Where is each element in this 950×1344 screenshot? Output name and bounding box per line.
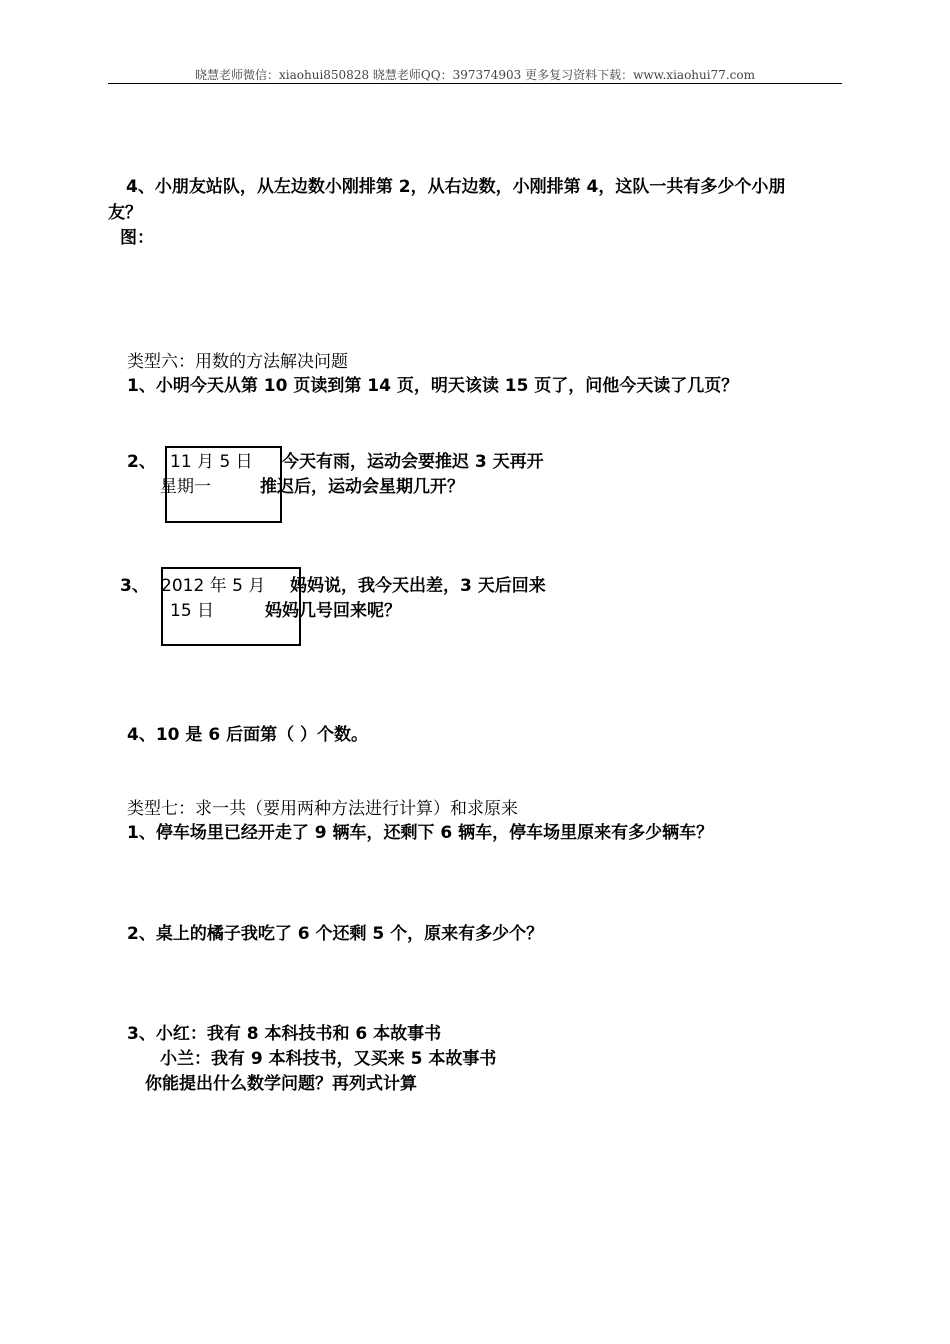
type6-heading: 类型六：用数的方法解决问题	[127, 352, 348, 372]
calendar-date: 11 月 5 日	[170, 452, 253, 472]
type6-q1: 1、小明今天从第 10 页读到第 14 页，明天该读 15 页了，问他今天读了几页？	[127, 376, 739, 396]
type7-q1: 1、停车场里已经开走了 9 辆车，还剩下 6 辆车，停车场里原来有多少辆车？	[127, 823, 714, 843]
calendar-day: 15 日	[170, 601, 215, 621]
queue-question-line2: 友？	[108, 203, 142, 223]
figure-label: 图：	[120, 228, 154, 248]
type6-q2-text1: 今天有雨，运动会要推迟 3 天再开	[282, 452, 544, 472]
type7-q2: 2、桌上的橘子我吃了 6 个还剩 5 个，原来有多少个？	[127, 924, 544, 944]
page-header: 晓慧老师微信：xiaohui850828 晓慧老师QQ：397374903 更多复习资料下载：www.xiaohui77.com	[195, 68, 755, 82]
type7-heading: 类型七：求一共（要用两种方法进行计算）和求原来	[127, 799, 518, 819]
type6-q4: 4、10 是 6 后面第（ ）个数。	[127, 725, 368, 745]
type6-q3-text1: 妈妈说，我今天出差，3 天后回来	[290, 576, 546, 596]
type7-q3-line1: 3、小红：我有 8 本科技书和 6 本故事书	[127, 1024, 442, 1044]
calendar-year-month: 2012 年 5 月	[161, 576, 266, 596]
calendar-weekday: 星期一	[160, 477, 211, 497]
queue-question-line1: 4、小朋友站队，从左边数小刚排第 2，从右边数，小刚排第 4，这队一共有多少个小朋	[126, 177, 786, 197]
type6-q3-text2: 妈妈几号回来呢？	[265, 601, 401, 621]
type6-q3-number: 3、	[120, 576, 149, 596]
type7-q3-line2: 小兰：我有 9 本科技书，又买来 5 本故事书	[160, 1049, 497, 1069]
type7-q3-line3: 你能提出什么数学问题？再列式计算	[145, 1074, 417, 1094]
header-divider	[108, 83, 842, 84]
type6-q2-text2: 推迟后，运动会星期几开？	[260, 477, 464, 497]
type6-q2-number: 2、	[127, 452, 156, 472]
